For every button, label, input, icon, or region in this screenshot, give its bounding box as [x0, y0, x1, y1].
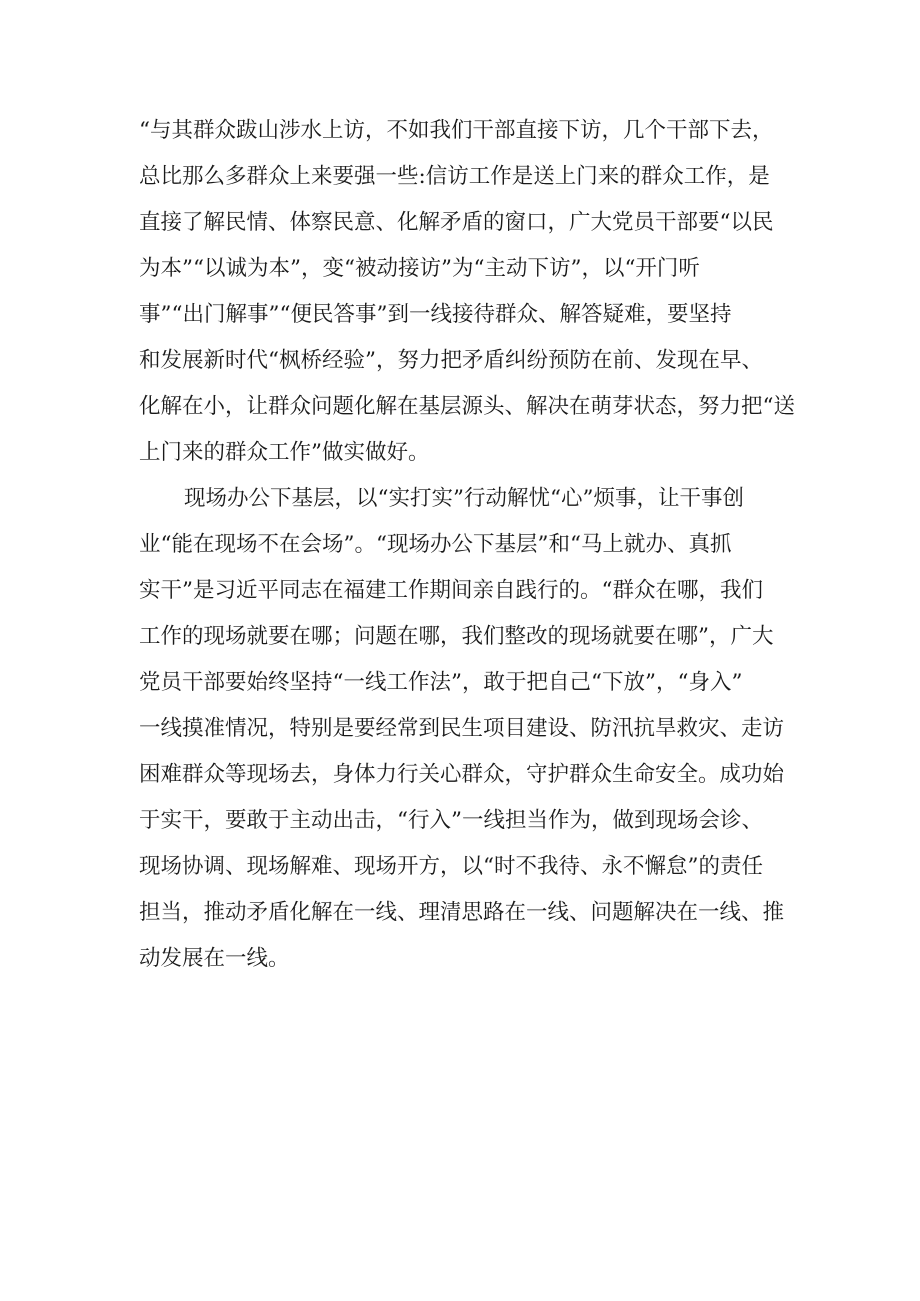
text-line: 党员干部要始终坚持“一线工作法”，敢于把自己“下放”，“身入”: [139, 670, 743, 695]
text-line: “与其群众跋山涉水上访，不如我们干部直接下访，几个干部下去，: [139, 118, 774, 143]
text-line: 工作的现场就要在哪；问题在哪，我们整改的现场就要在哪”，广大: [139, 624, 774, 649]
text-line: 为本”“以诚为本”，变“被动接访”为“主动下访”，以“开门听: [139, 256, 700, 281]
text-line: 业“能在现场不在会场”。“现场办公下基层”和“马上就办、真抓: [139, 532, 732, 557]
text-line: 直接了解民情、体察民意、化解矛盾的窗口，广大党员干部要“以民: [139, 210, 774, 235]
text-line: 动发展在一线。: [139, 946, 290, 971]
text-line: 一线摸准情况，特别是要经常到民生项目建设、防汛抗旱救灾、走访: [139, 716, 785, 741]
text-line: 化解在小，让群众问题化解在基层源头、解决在萌芽状态，努力把“送: [139, 394, 795, 419]
text-line: 事”“出门解事”“便民答事”到一线接待群众、解答疑难，要坚持: [139, 302, 732, 327]
paragraph-2: [139, 476, 799, 982]
text-line: 担当，推动矛盾化解在一线、理清思路在一线、问题解决在一线、推: [139, 900, 785, 925]
text-line: 于实干，要敢于主动出击，“行入”一线担当作为，做到现场会诊、: [139, 808, 763, 833]
text-line: 现场办公下基层，以“实打实”行动解忧“心”烦事，让干事创: [184, 486, 744, 511]
text-line: 实干”是习近平同志在福建工作期间亲自践行的。“群众在哪，我们: [139, 578, 763, 603]
text-line: 和发展新时代“枫桥经验”，努力把矛盾纠纷预防在前、发现在早、: [139, 348, 763, 373]
text-line: 总比那么多群众上来要强一些:信访工作是送上门来的群众工作，是: [139, 164, 770, 189]
text-line: 现场协调、现场解难、现场开方，以“时不我待、永不懈怠”的责任: [139, 854, 763, 879]
document-body: [139, 108, 799, 982]
text-line: 困难群众等现场去，身体力行关心群众，守护群众生命安全。成功始: [139, 762, 785, 787]
text-line: 上门来的群众工作”做实做好。: [139, 440, 430, 465]
paragraph-1: [139, 108, 799, 476]
